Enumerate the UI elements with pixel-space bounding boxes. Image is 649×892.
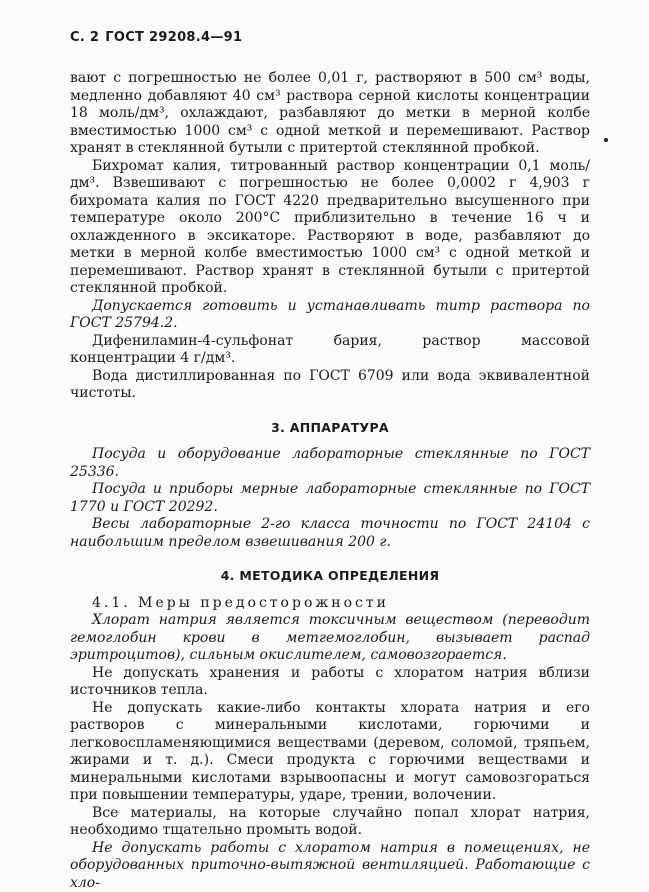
paragraph: Дифениламин-4-сульфонат бария, раствор массовой концентрации 4 г/дм³. [70,333,590,368]
list-item: Посуда и приборы мерные лабораторные стеклянные по ГОСТ 1770 и ГОСТ 20292. [70,481,590,516]
paragraph: Не допускать какие-либо контакты хлората натрия и его растворов с минеральными кислотами, горючими и легковоспламеняющимися веществами (деревом, соломой, тряпьем, жирами и т. д.). Смеси продукта с горючими веществами и минеральными кислотами взрывоопасны и могут самовозгораться при повышении температуры, ударе, трении, волочении. [70,700,590,805]
subsection-heading: 4.1. Меры предосторожности [70,595,590,613]
page-number: С. 2 [70,30,99,45]
list-item: Посуда и оборудование лабораторные стеклянные по ГОСТ 25336. [70,446,590,481]
paragraph: Хлорат натрия является токсичным веществом (переводит гемоглобин крови в метгемоглобин, вызывает распад эритроцитов), сильным окислителем, самовозгорается. [70,612,590,665]
list-item: Весы лабораторные 2-го класса точности по ГОСТ 24104 с наибольшим пределом взвешивания 200 г. [70,516,590,551]
paragraph: Бихромат калия, титрованный раствор концентрации 0,1 моль/дм³. Взвешивают с погрешностью не более 0,0002 г 4,903 г бихромата калия по ГОСТ 4220 предварительно высушенного при температуре около 200°С приблизительно в течение 16 ч и охлажденного в эксикаторе. Растворяют в воде, разбавляют до метки в мерной колбе вместимостью 1000 см³ с одной меткой и перемешивают. Раствор хранят в стеклянной бутыли с притертой стеклянной пробкой. [70,158,590,298]
page-mark [604,138,608,142]
paragraph: Не допускать работы с хлоратом натрия в помещениях, не оборудованных приточно-вытяжной вентиляцией. Работающие с хло- [70,840,590,892]
standard-number: ГОСТ 29208.4—91 [105,30,242,45]
paragraph: Все материалы, на которые случайно попал хлорат натрия, необходимо тщательно промыть водой. [70,805,590,840]
paragraph: Допускается готовить и устанавливать титр раствора по ГОСТ 25794.2. [70,298,590,333]
page-header [70,30,242,45]
paragraph: Не допускать хранения и работы с хлоратом натрия вблизи источников тепла. [70,665,590,700]
paragraph: вают с погрешностью не более 0,01 г, растворяют в 500 см³ воды, медленно добавляют 40 см³ раствора серной кислоты концентрации 18 моль/дм³, охлаждают, разбавляют до метки в мерной колбе вместимостью 1000 см³ с одной меткой и перемешивают. Раствор хранят в стеклянной бутыли с притертой стеклянной пробкой. [70,70,590,158]
section-title: 4. МЕТОДИКА ОПРЕДЕЛЕНИЯ [70,567,590,585]
paragraph: Вода дистиллированная по ГОСТ 6709 или вода эквивалентной чистоты. [70,368,590,403]
page-content [70,70,590,892]
section-title: 3. АППАРАТУРА [70,419,590,437]
